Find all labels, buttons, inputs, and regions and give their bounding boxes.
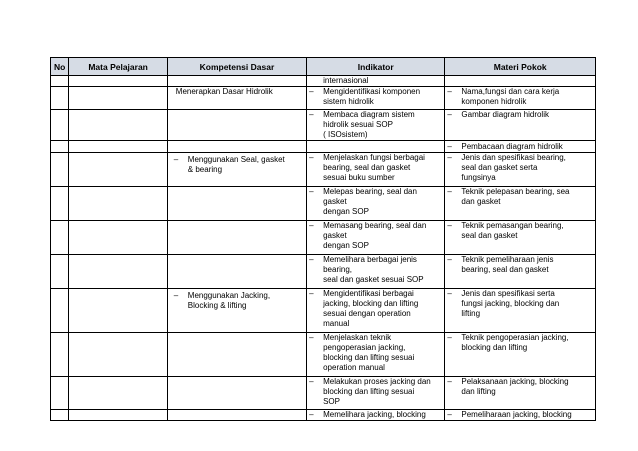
cell-indikator — [307, 76, 445, 87]
cell-no — [51, 87, 69, 110]
materi-text: Pelaksanaan jacking, blocking dan lifting — [461, 377, 569, 396]
cell-no — [51, 76, 69, 87]
indikator-text: Melakukan proses jacking dan blocking dan lifting sesuai SOP — [323, 377, 431, 406]
cell-mata-pelajaran — [69, 153, 167, 187]
cell-indikator — [307, 410, 445, 421]
bullet-dash: – — [447, 87, 452, 96]
kd-text: Menggunakan Seal, gasket & bearing — [187, 155, 285, 174]
materi-text: Teknik pengoperasian jacking, blocking dan lifting — [461, 333, 569, 352]
cell-materi-pokok — [445, 377, 596, 410]
indikator-text: internasional — [323, 76, 369, 85]
cell-mata-pelajaran — [69, 221, 167, 255]
cell-no — [51, 153, 69, 187]
table-row — [51, 410, 596, 421]
cell-no — [51, 333, 69, 377]
cell-indikator — [307, 153, 445, 187]
bullet-dash: – — [447, 289, 452, 298]
bullet-dash: – — [309, 289, 314, 298]
cell-kompetensi-dasar — [167, 255, 306, 289]
cell-mata-pelajaran — [69, 377, 167, 410]
bullet-dash: – — [309, 153, 314, 162]
cell-no — [51, 187, 69, 221]
indikator-text: Melepas bearing, seal dan gasket dengan SOP — [323, 187, 417, 216]
cell-indikator — [307, 333, 445, 377]
table-row — [51, 289, 596, 333]
indikator-text: Memasang bearing, seal dan gasket dengan SOP — [323, 221, 427, 250]
header-row — [51, 58, 596, 76]
cell-kompetensi-dasar — [167, 141, 306, 153]
bullet-dash: – — [447, 255, 452, 264]
table-row — [51, 187, 596, 221]
cell-no — [51, 377, 69, 410]
cell-indikator — [307, 141, 445, 153]
cell-mata-pelajaran — [69, 333, 167, 377]
table-row — [51, 110, 596, 141]
cell-kompetensi-dasar — [167, 87, 306, 110]
bullet-dash: – — [173, 155, 179, 164]
bullet-dash: – — [447, 153, 452, 162]
cell-materi-pokok — [445, 76, 596, 87]
header-indikator: Indikator — [307, 58, 445, 76]
bullet-dash: – — [447, 187, 452, 196]
table-row — [51, 76, 596, 87]
cell-kompetensi-dasar — [167, 76, 306, 87]
bullet-dash: – — [447, 221, 452, 230]
cell-mata-pelajaran — [69, 289, 167, 333]
cell-materi-pokok — [445, 410, 596, 421]
materi-text: Jenis dan spesifikasi bearing, seal dan gasket serta fungsinya — [461, 153, 566, 182]
table-row — [51, 377, 596, 410]
cell-mata-pelajaran — [69, 141, 167, 153]
table-row — [51, 141, 596, 153]
bullet-dash: – — [309, 87, 314, 96]
indikator-text: Mengidentifikasi berbagai jacking, blocking dan lifting sesuai dengan operation manual — [323, 289, 419, 328]
cell-materi-pokok — [445, 255, 596, 289]
indikator-text: Memelihara berbagai jenis bearing, seal dan gasket sesuai SOP — [323, 255, 424, 284]
cell-kompetensi-dasar — [167, 289, 306, 333]
cell-mata-pelajaran — [69, 255, 167, 289]
cell-kompetensi-dasar — [167, 221, 306, 255]
cell-mata-pelajaran — [69, 87, 167, 110]
indikator-text: Menjelaskan fungsi berbagai bearing, seal dan gasket sesuai buku sumber — [323, 153, 425, 182]
bullet-dash: – — [173, 291, 179, 300]
kd-text: Menerapkan Dasar Hidrolik — [175, 87, 273, 96]
bullet-dash: – — [309, 410, 314, 419]
cell-no — [51, 110, 69, 141]
cell-kompetensi-dasar — [167, 110, 306, 141]
table-row — [51, 87, 596, 110]
cell-indikator — [307, 289, 445, 333]
materi-text: Pemeliharaan jacking, blocking — [461, 410, 572, 419]
cell-materi-pokok — [445, 187, 596, 221]
table-row — [51, 255, 596, 289]
materi-text: Teknik pemasangan bearing, seal dan gasket — [461, 221, 564, 240]
cell-materi-pokok — [445, 333, 596, 377]
cell-mata-pelajaran — [69, 187, 167, 221]
bullet-dash: – — [309, 187, 314, 196]
header-mata-pelajaran: Mata Pelajaran — [69, 58, 167, 76]
cell-materi-pokok — [445, 289, 596, 333]
bullet-dash: – — [447, 110, 452, 119]
cell-mata-pelajaran — [69, 110, 167, 141]
materi-text: Nama,fungsi dan cara kerja komponen hidrolik — [461, 87, 560, 106]
cell-indikator — [307, 377, 445, 410]
curriculum-table — [50, 57, 596, 421]
cell-kompetensi-dasar — [167, 153, 306, 187]
header-kompetensi-dasar: Kompetensi Dasar — [167, 58, 306, 76]
cell-mata-pelajaran — [69, 410, 167, 421]
indikator-text: Mengidentifikasi komponen sistem hidrolik — [323, 87, 421, 106]
bullet-dash: – — [309, 110, 314, 119]
cell-mata-pelajaran — [69, 76, 167, 87]
cell-indikator — [307, 110, 445, 141]
cell-materi-pokok — [445, 153, 596, 187]
cell-no — [51, 410, 69, 421]
cell-kompetensi-dasar — [167, 377, 306, 410]
cell-materi-pokok — [445, 221, 596, 255]
table-row — [51, 221, 596, 255]
header-materi-pokok: Materi Pokok — [445, 58, 596, 76]
cell-indikator — [307, 221, 445, 255]
bullet-dash: – — [447, 333, 452, 342]
bullet-dash: – — [447, 142, 452, 151]
cell-no — [51, 141, 69, 153]
cell-indikator — [307, 187, 445, 221]
indikator-text: Membaca diagram sistem hidrolik sesuai SOP ( ISOsistem) — [323, 110, 415, 139]
cell-kompetensi-dasar — [167, 333, 306, 377]
bullet-dash: – — [309, 377, 314, 386]
header-no: No — [51, 58, 69, 76]
cell-kompetensi-dasar — [167, 187, 306, 221]
cell-indikator — [307, 87, 445, 110]
table-row — [51, 153, 596, 187]
bullet-dash: – — [447, 377, 452, 386]
cell-kompetensi-dasar — [167, 410, 306, 421]
bullet-dash: – — [309, 333, 314, 342]
table-row — [51, 333, 596, 377]
cell-no — [51, 255, 69, 289]
kd-text: Menggunakan Jacking, Blocking & lifting — [187, 291, 271, 310]
materi-text: Gambar diagram hidrolik — [461, 110, 549, 119]
cell-indikator — [307, 255, 445, 289]
table-body — [51, 76, 596, 421]
cell-no — [51, 289, 69, 333]
bullet-dash: – — [309, 221, 314, 230]
bullet-dash: – — [309, 255, 314, 264]
materi-text: Teknik pelepasan bearing, sea dan gasket — [461, 187, 570, 206]
materi-text: Teknik pemeliharaan jenis bearing, seal dan gasket — [461, 255, 554, 274]
indikator-text: Menjelaskan teknik pengoperasian jacking, blocking dan lifting sesuai operation manual — [323, 333, 415, 372]
cell-materi-pokok — [445, 87, 596, 110]
materi-text: Jenis dan spesifikasi serta fungsi jacking, blocking dan lifting — [461, 289, 560, 318]
cell-no — [51, 221, 69, 255]
materi-text: Pembacaan diagram hidrolik — [461, 142, 563, 151]
indikator-text: Memelihara jacking, blocking — [323, 410, 426, 419]
cell-materi-pokok — [445, 141, 596, 153]
bullet-dash: – — [447, 410, 452, 419]
cell-materi-pokok — [445, 110, 596, 141]
